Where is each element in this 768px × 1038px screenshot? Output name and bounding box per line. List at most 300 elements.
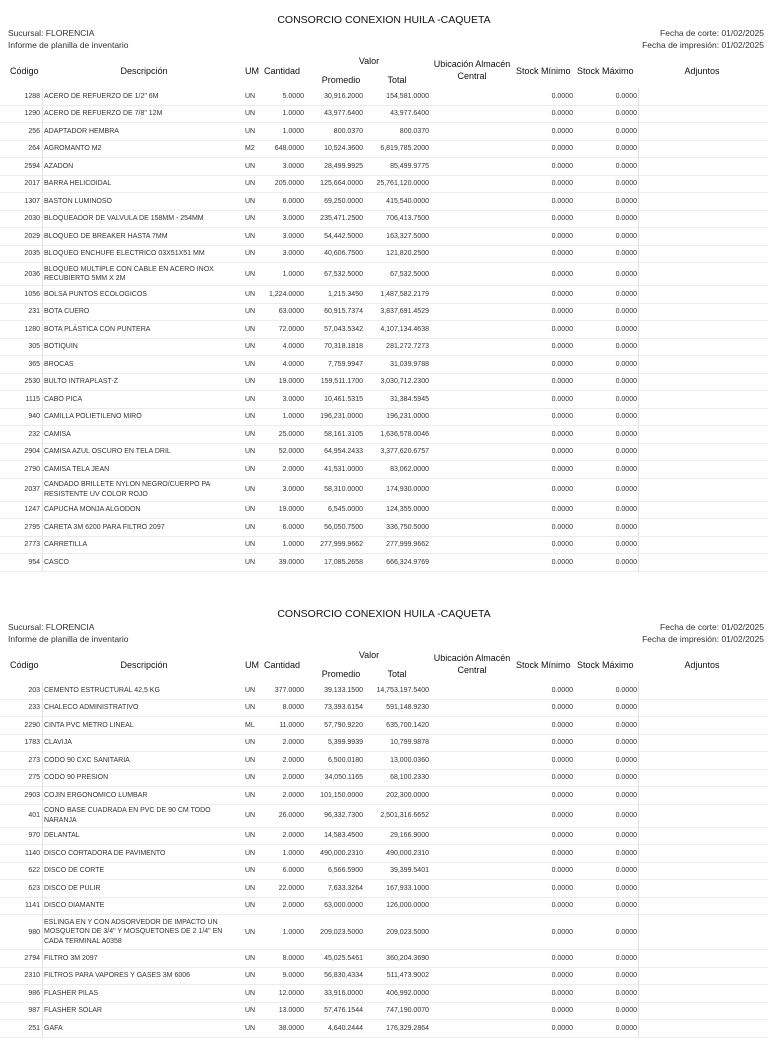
row-code: 2773 bbox=[8, 537, 43, 554]
row-unit: UN bbox=[245, 308, 256, 316]
row-unit: UN bbox=[245, 232, 256, 240]
row-stock-max: 0.0000 bbox=[615, 270, 637, 278]
table-row bbox=[0, 141, 768, 159]
row-unit: UN bbox=[245, 448, 256, 456]
row-stock-max: 0.0000 bbox=[615, 360, 637, 368]
row-stock-min: 0.0000 bbox=[551, 145, 573, 153]
row-average: 33,916.0000 bbox=[324, 989, 363, 997]
col-header-stock-min: Stock Mínimo bbox=[516, 660, 571, 670]
row-stock-min: 0.0000 bbox=[551, 928, 573, 936]
row-average: 64,954.2433 bbox=[324, 448, 363, 456]
row-unit: UN bbox=[245, 1024, 256, 1032]
row-total: 124,355.0000 bbox=[386, 506, 429, 514]
row-unit: UN bbox=[245, 686, 256, 694]
col-header-location: Ubicación Almacén Central bbox=[433, 59, 511, 81]
row-total: 281,272.7273 bbox=[386, 343, 429, 351]
row-code: 1141 bbox=[8, 898, 43, 915]
row-description: BOTIQUIN bbox=[44, 343, 78, 350]
row-code: 986 bbox=[8, 985, 43, 1002]
row-description: AGROMANTO M2 bbox=[44, 145, 102, 152]
table-row bbox=[0, 263, 768, 286]
row-quantity: 4.0000 bbox=[282, 343, 304, 351]
row-stock-max: 0.0000 bbox=[615, 250, 637, 258]
row-attachments-divider bbox=[638, 770, 639, 787]
row-stock-min: 0.0000 bbox=[551, 465, 573, 473]
row-total: 3,030,712.2300 bbox=[380, 378, 429, 386]
table-row bbox=[0, 682, 768, 700]
table-row bbox=[0, 717, 768, 735]
row-stock-max: 0.0000 bbox=[615, 215, 637, 223]
row-stock-max: 0.0000 bbox=[615, 430, 637, 438]
row-total: 154,581.0000 bbox=[386, 92, 429, 100]
col-header-stock-min: Stock Mínimo bbox=[516, 66, 571, 76]
row-stock-max: 0.0000 bbox=[615, 721, 637, 729]
row-stock-max: 0.0000 bbox=[615, 902, 637, 910]
row-stock-min: 0.0000 bbox=[551, 867, 573, 875]
row-quantity: 3.0000 bbox=[282, 395, 304, 403]
row-description: CARETA 3M 6200 PARA FILTRO 2097 bbox=[44, 523, 165, 531]
table-row bbox=[0, 537, 768, 555]
row-attachments-divider bbox=[638, 391, 639, 408]
row-average: 6,566.5900 bbox=[327, 867, 363, 875]
row-stock-min: 0.0000 bbox=[551, 972, 573, 980]
row-total: 591,148.9230 bbox=[386, 704, 429, 712]
row-description: BLOQUEADOR DE VALVULA DE 158MM - 254MM bbox=[44, 215, 204, 222]
row-stock-max: 0.0000 bbox=[615, 954, 637, 962]
report-title: CONSORCIO CONEXION HUILA -CAQUETA bbox=[277, 14, 491, 26]
row-unit: UN bbox=[245, 541, 256, 549]
row-total: 209,023.5000 bbox=[386, 928, 429, 936]
row-unit: UN bbox=[245, 486, 256, 493]
row-attachments-divider bbox=[638, 374, 639, 391]
row-unit: UN bbox=[245, 791, 256, 799]
row-attachments-divider bbox=[638, 409, 639, 426]
row-unit: UN bbox=[245, 343, 256, 351]
row-quantity: 1.0000 bbox=[282, 928, 304, 936]
row-stock-max: 0.0000 bbox=[615, 395, 637, 403]
row-unit: UN bbox=[245, 197, 256, 205]
row-total: 85,499.9775 bbox=[390, 162, 429, 170]
row-total: 1,636,578.0046 bbox=[380, 430, 429, 438]
row-stock-min: 0.0000 bbox=[551, 721, 573, 729]
row-quantity: 1.0000 bbox=[282, 270, 304, 278]
table-row bbox=[0, 444, 768, 462]
row-description: CONO BASE CUADRADA EN PVC DE 90 CM TODO NARANJA bbox=[44, 807, 211, 824]
row-quantity: 19.0000 bbox=[278, 378, 304, 386]
row-description: FLASHER SOLAR bbox=[44, 1007, 102, 1014]
row-unit: UN bbox=[245, 774, 256, 782]
row-total: 31,039.9788 bbox=[390, 360, 429, 368]
table-row bbox=[0, 461, 768, 479]
row-quantity: 6.0000 bbox=[282, 197, 304, 205]
row-total: 1,487,582.2179 bbox=[380, 290, 429, 298]
row-quantity: 63.0000 bbox=[278, 308, 304, 316]
row-stock-min: 0.0000 bbox=[551, 197, 573, 205]
row-total: 360,204.3690 bbox=[386, 954, 429, 962]
row-unit: UN bbox=[245, 430, 256, 438]
row-average: 54,442.5000 bbox=[324, 232, 363, 240]
row-attachments-divider bbox=[638, 735, 639, 752]
row-quantity: 6.0000 bbox=[282, 867, 304, 875]
row-attachments-divider bbox=[638, 502, 639, 519]
row-description: CAMISA TELA JEAN bbox=[44, 465, 110, 473]
row-stock-min: 0.0000 bbox=[551, 92, 573, 100]
row-unit: UN bbox=[245, 812, 256, 819]
row-quantity: 2.0000 bbox=[282, 465, 304, 473]
col-header-total: Total bbox=[387, 75, 407, 85]
row-average: 490,000.2310 bbox=[320, 849, 363, 857]
row-code: 1783 bbox=[8, 735, 43, 752]
row-stock-min: 0.0000 bbox=[551, 1024, 573, 1032]
row-unit: UN bbox=[245, 739, 256, 747]
row-unit: UN bbox=[245, 832, 256, 840]
row-average: 7,633.3264 bbox=[327, 884, 363, 892]
row-stock-min: 0.0000 bbox=[551, 523, 573, 531]
row-average: 96,332.7300 bbox=[324, 812, 363, 819]
row-stock-min: 0.0000 bbox=[551, 232, 573, 240]
row-attachments-divider bbox=[638, 211, 639, 228]
row-unit: UN bbox=[245, 250, 256, 258]
row-attachments-divider bbox=[638, 246, 639, 263]
row-code: 203 bbox=[8, 682, 43, 699]
row-stock-max: 0.0000 bbox=[615, 448, 637, 456]
row-attachments-divider bbox=[638, 985, 639, 1002]
row-description: DISCO DIAMANTE bbox=[44, 902, 105, 909]
row-description: BASTON LUMINOSO bbox=[44, 197, 112, 205]
table-row bbox=[0, 735, 768, 753]
row-average: 10,461.5315 bbox=[324, 395, 363, 403]
col-header-location: Ubicación Almacén Central bbox=[433, 653, 511, 675]
row-unit: UN bbox=[245, 884, 256, 892]
row-attachments-divider bbox=[638, 752, 639, 769]
row-total: 167,933.1000 bbox=[386, 884, 429, 892]
row-description: BLOQUEO ENCHUFE ELECTRICO 03X51X51 MM bbox=[44, 250, 205, 257]
row-stock-min: 0.0000 bbox=[551, 215, 573, 223]
row-unit: UN bbox=[245, 325, 256, 333]
row-total: 6,819,785.2000 bbox=[380, 145, 429, 153]
table-row bbox=[0, 228, 768, 246]
row-code: 231 bbox=[8, 304, 43, 321]
row-code: 2594 bbox=[8, 158, 43, 175]
row-unit: UN bbox=[245, 413, 256, 421]
row-code: 273 bbox=[8, 752, 43, 769]
row-stock-max: 0.0000 bbox=[615, 989, 637, 997]
row-stock-min: 0.0000 bbox=[551, 162, 573, 170]
row-stock-max: 0.0000 bbox=[615, 325, 637, 333]
row-stock-max: 0.0000 bbox=[615, 812, 637, 819]
table-row bbox=[0, 321, 768, 339]
row-quantity: 39.0000 bbox=[278, 558, 304, 566]
row-average: 40,606.7500 bbox=[324, 250, 363, 258]
row-code: 1307 bbox=[8, 193, 43, 210]
row-code: 2029 bbox=[8, 228, 43, 245]
row-quantity: 1.0000 bbox=[282, 541, 304, 549]
row-code: 1140 bbox=[8, 845, 43, 862]
row-stock-min: 0.0000 bbox=[551, 541, 573, 549]
row-attachments-divider bbox=[638, 828, 639, 845]
row-total: 126,000.0000 bbox=[386, 902, 429, 910]
row-attachments-divider bbox=[638, 193, 639, 210]
row-stock-max: 0.0000 bbox=[615, 180, 637, 188]
row-total: 277,999.9662 bbox=[386, 541, 429, 549]
row-attachments-divider bbox=[638, 1020, 639, 1037]
row-total: 39,399.5401 bbox=[390, 867, 429, 875]
row-average: 209,023.5000 bbox=[320, 928, 363, 936]
row-stock-max: 0.0000 bbox=[615, 413, 637, 421]
row-total: 31,384.5945 bbox=[390, 395, 429, 403]
row-stock-max: 0.0000 bbox=[615, 378, 637, 386]
row-code: 2903 bbox=[8, 787, 43, 804]
row-quantity: 2.0000 bbox=[282, 791, 304, 799]
row-average: 14,583.4500 bbox=[324, 832, 363, 840]
row-description: BLOQUEO MULTIPLE CON CABLE EN ACERO INOX RECUBIERTO 5MM X 2M bbox=[44, 265, 214, 282]
table-row bbox=[0, 519, 768, 537]
row-code: 2530 bbox=[8, 374, 43, 391]
row-description: BOTA CUERO bbox=[44, 308, 90, 315]
row-average: 5,399.9939 bbox=[327, 739, 363, 747]
row-attachments-divider bbox=[638, 88, 639, 105]
row-quantity: 2.0000 bbox=[282, 756, 304, 764]
row-attachments-divider bbox=[638, 321, 639, 338]
row-stock-max: 0.0000 bbox=[615, 343, 637, 351]
table-row bbox=[0, 286, 768, 304]
col-header-total: Total bbox=[387, 669, 407, 679]
col-header-code: Código bbox=[10, 66, 39, 76]
row-description: BOLSA PUNTOS ECOLOGICOS bbox=[44, 290, 147, 298]
col-header-value: Valor bbox=[358, 650, 380, 660]
row-description: CEMENTO ESTRUCTURAL 42,5 KG bbox=[44, 686, 160, 694]
row-code: 2030 bbox=[8, 211, 43, 228]
row-stock-max: 0.0000 bbox=[615, 558, 637, 566]
row-stock-min: 0.0000 bbox=[551, 413, 573, 421]
row-code: 1288 bbox=[8, 88, 43, 105]
row-unit: UN bbox=[245, 756, 256, 764]
row-attachments-divider bbox=[638, 141, 639, 158]
row-total: 666,324.9769 bbox=[386, 558, 429, 566]
row-description: BROCAS bbox=[44, 360, 74, 368]
row-description: CANDADO BRILLETE NYLON NEGRO/CUERPO PA RESISTENTE UV COLOR ROJO bbox=[44, 481, 210, 498]
row-average: 67,532.5000 bbox=[324, 270, 363, 278]
col-header-description: Descripción bbox=[120, 66, 168, 76]
row-code: 623 bbox=[8, 880, 43, 897]
row-description: CARRETILLA bbox=[44, 541, 88, 548]
row-stock-min: 0.0000 bbox=[551, 430, 573, 438]
row-quantity: 1.0000 bbox=[282, 110, 304, 118]
row-average: 1,215.3450 bbox=[327, 290, 363, 298]
table-row bbox=[0, 391, 768, 409]
row-stock-min: 0.0000 bbox=[551, 486, 573, 493]
row-quantity: 19.0000 bbox=[278, 506, 304, 514]
row-stock-min: 0.0000 bbox=[551, 756, 573, 764]
row-attachments-divider bbox=[638, 682, 639, 699]
row-attachments-divider bbox=[638, 519, 639, 536]
row-quantity: 377.0000 bbox=[274, 686, 304, 694]
table-row bbox=[0, 1003, 768, 1021]
report-type-label: Informe de planilla de inventario bbox=[8, 634, 129, 644]
row-description: BARRA HELICOIDAL bbox=[44, 180, 112, 187]
row-code: 987 bbox=[8, 1003, 43, 1020]
row-average: 28,499.9925 bbox=[324, 162, 363, 170]
row-stock-min: 0.0000 bbox=[551, 127, 573, 135]
row-total: 3,837,691.4529 bbox=[380, 308, 429, 316]
row-code: 1115 bbox=[8, 391, 43, 408]
row-average: 58,161.3105 bbox=[324, 430, 363, 438]
table-row bbox=[0, 211, 768, 229]
row-average: 235,471.2500 bbox=[320, 215, 363, 223]
row-description: ACERO DE REFUERZO DE 7/8" 12M bbox=[44, 110, 163, 117]
row-unit: UN bbox=[245, 378, 256, 386]
table-row bbox=[0, 409, 768, 427]
row-attachments-divider bbox=[638, 1003, 639, 1020]
row-attachments-divider bbox=[638, 845, 639, 862]
row-unit: UN bbox=[245, 506, 256, 514]
row-average: 277,999.9662 bbox=[320, 541, 363, 549]
row-average: 73,393.6154 bbox=[324, 704, 363, 712]
row-attachments-divider bbox=[638, 304, 639, 321]
row-stock-max: 0.0000 bbox=[615, 849, 637, 857]
row-average: 125,664.0000 bbox=[320, 180, 363, 188]
row-total: 83,062.0000 bbox=[390, 465, 429, 473]
row-unit: UN bbox=[245, 92, 256, 100]
row-quantity: 6.0000 bbox=[282, 523, 304, 531]
row-code: 2036 bbox=[8, 263, 43, 285]
row-unit: M2 bbox=[245, 145, 255, 153]
row-code: 305 bbox=[8, 339, 43, 356]
table-row bbox=[0, 554, 768, 572]
table-row bbox=[0, 479, 768, 502]
row-stock-max: 0.0000 bbox=[615, 162, 637, 170]
cutoff-date: Fecha de corte: 01/02/2025 bbox=[660, 622, 764, 632]
row-unit: UN bbox=[245, 1007, 256, 1015]
row-stock-max: 0.0000 bbox=[615, 506, 637, 514]
row-average: 56,830.4334 bbox=[324, 972, 363, 980]
row-code: 2904 bbox=[8, 444, 43, 461]
row-total: 747,190.0070 bbox=[386, 1007, 429, 1015]
row-attachments-divider bbox=[638, 787, 639, 804]
row-stock-max: 0.0000 bbox=[615, 791, 637, 799]
table-row bbox=[0, 106, 768, 124]
row-average: 41,531.0000 bbox=[324, 465, 363, 473]
row-description: ACERO DE REFUERZO DE 1/2" 6M bbox=[44, 92, 159, 100]
row-unit: UN bbox=[245, 867, 256, 875]
row-average: 800.0370 bbox=[333, 127, 363, 135]
row-stock-min: 0.0000 bbox=[551, 343, 573, 351]
row-quantity: 8.0000 bbox=[282, 954, 304, 962]
row-attachments-divider bbox=[638, 228, 639, 245]
row-attachments-divider bbox=[638, 537, 639, 554]
row-unit: UN bbox=[245, 523, 256, 531]
table-row bbox=[0, 863, 768, 881]
row-description: DISCO DE CORTE bbox=[44, 867, 105, 874]
row-average: 56,050.7500 bbox=[324, 523, 363, 531]
report-title: CONSORCIO CONEXION HUILA -CAQUETA bbox=[277, 608, 491, 620]
row-attachments-divider bbox=[638, 863, 639, 880]
row-code: 1280 bbox=[8, 321, 43, 338]
row-attachments-divider bbox=[638, 479, 639, 501]
row-description: CODO 90 CXC SANITARIA bbox=[44, 756, 130, 764]
row-unit: UN bbox=[245, 558, 256, 566]
row-attachments-divider bbox=[638, 968, 639, 985]
row-total: 174,930.0000 bbox=[386, 486, 429, 493]
row-description: FLASHER PILAS bbox=[44, 989, 99, 997]
row-attachments-divider bbox=[638, 426, 639, 443]
row-total: 68,100.2330 bbox=[390, 774, 429, 782]
row-description: CAMISA AZUL OSCURO EN TELA DRIL bbox=[44, 448, 171, 455]
row-total: 490,000.2310 bbox=[386, 849, 429, 857]
col-header-attachments: Adjuntos bbox=[684, 66, 720, 76]
row-code: 2017 bbox=[8, 176, 43, 193]
row-description: CINTA PVC METRO LINEAL bbox=[44, 721, 134, 729]
row-attachments-divider bbox=[638, 805, 639, 827]
row-total: 10,799.9878 bbox=[390, 739, 429, 747]
row-description: BULTO INTRAPLAST-Z bbox=[44, 378, 119, 385]
row-code: 1056 bbox=[8, 286, 43, 303]
row-quantity: 72.0000 bbox=[278, 325, 304, 333]
print-date: Fecha de impresión: 01/02/2025 bbox=[642, 634, 764, 644]
row-stock-max: 0.0000 bbox=[615, 832, 637, 840]
row-quantity: 205.0000 bbox=[274, 180, 304, 188]
row-description: FILTRO 3M 2097 bbox=[44, 954, 98, 962]
row-code: 233 bbox=[8, 700, 43, 717]
row-description: GAFA bbox=[44, 1024, 63, 1032]
row-average: 4,640.2444 bbox=[327, 1024, 363, 1032]
row-attachments-divider bbox=[638, 356, 639, 373]
row-quantity: 8.0000 bbox=[282, 704, 304, 712]
table-row bbox=[0, 700, 768, 718]
row-quantity: 2.0000 bbox=[282, 739, 304, 747]
col-header-attachments: Adjuntos bbox=[684, 660, 720, 670]
row-quantity: 3.0000 bbox=[282, 486, 304, 493]
row-stock-min: 0.0000 bbox=[551, 110, 573, 118]
row-attachments-divider bbox=[638, 700, 639, 717]
row-description: BLOQUEO DE BREAKER HASTA 7MM bbox=[44, 232, 168, 240]
row-unit: UN bbox=[245, 849, 256, 857]
table-row bbox=[0, 968, 768, 986]
table-row bbox=[0, 1020, 768, 1038]
row-total: 121,820.2500 bbox=[386, 250, 429, 258]
row-code: 2310 bbox=[8, 968, 43, 985]
row-average: 30,916.2000 bbox=[324, 92, 363, 100]
row-attachments-divider bbox=[638, 263, 639, 285]
row-attachments-divider bbox=[638, 286, 639, 303]
row-attachments-divider bbox=[638, 880, 639, 897]
row-description: ADAPTADOR HEMBRA bbox=[44, 127, 119, 135]
col-header-quantity: Cantidad bbox=[264, 660, 301, 670]
table-row bbox=[0, 339, 768, 357]
row-stock-min: 0.0000 bbox=[551, 558, 573, 566]
row-quantity: 1.0000 bbox=[282, 849, 304, 857]
row-stock-min: 0.0000 bbox=[551, 360, 573, 368]
row-stock-max: 0.0000 bbox=[615, 127, 637, 135]
row-description: CASCO bbox=[44, 558, 69, 566]
col-header-code: Código bbox=[10, 660, 39, 670]
row-stock-min: 0.0000 bbox=[551, 270, 573, 278]
row-description: ESLINGA EN Y CON ADSORVEDOR DE IMPACTO UN MOSQUETON DE 3/4" Y MOSQUETONES DE 2 1/4" EN CADA TERMINAL A0358 bbox=[44, 918, 223, 945]
row-code: 251 bbox=[8, 1020, 43, 1037]
branch-label: Sucursal: FLORENCIA bbox=[8, 622, 95, 632]
row-stock-max: 0.0000 bbox=[615, 1024, 637, 1032]
row-total: 196,231.0000 bbox=[386, 413, 429, 421]
row-attachments-divider bbox=[638, 339, 639, 356]
row-code: 232 bbox=[8, 426, 43, 443]
row-stock-min: 0.0000 bbox=[551, 774, 573, 782]
row-code: 2035 bbox=[8, 246, 43, 263]
row-quantity: 25.0000 bbox=[278, 430, 304, 438]
row-unit: UN bbox=[245, 162, 256, 170]
table-row bbox=[0, 985, 768, 1003]
row-code: 401 bbox=[8, 805, 43, 827]
row-attachments-divider bbox=[638, 554, 639, 571]
